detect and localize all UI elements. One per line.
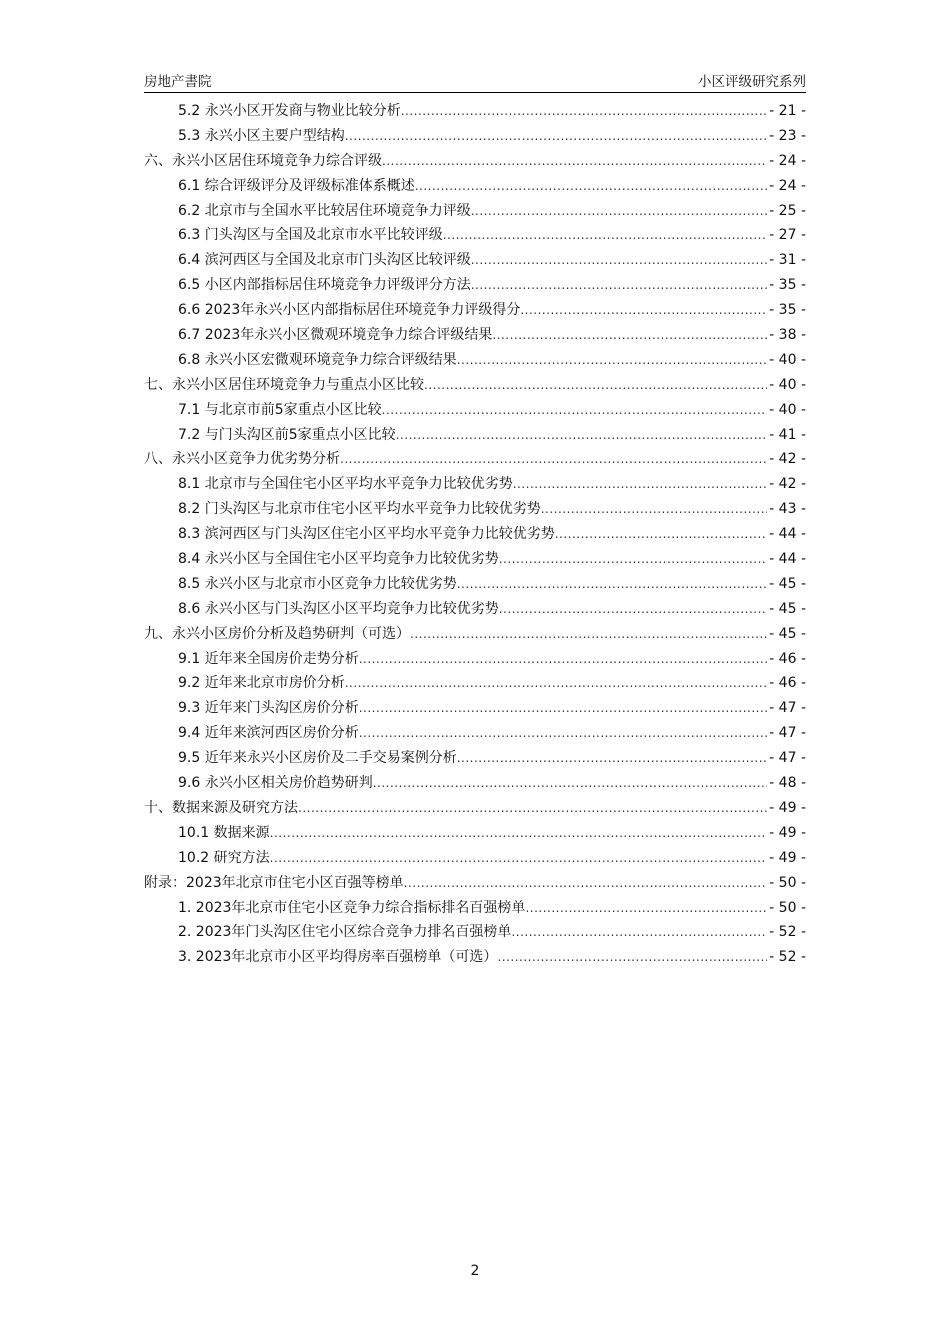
toc-leader-dots xyxy=(345,676,767,690)
toc-entry-title: 9.6 永兴小区相关房价趋势研判 xyxy=(178,775,373,792)
toc-entry-page: - 46 - xyxy=(769,675,806,692)
toc-entry-page: - 40 - xyxy=(769,351,806,368)
toc-section-entry[interactable] xyxy=(144,946,806,971)
toc-entry-title: 9.4 近年来滨河西区房价分析 xyxy=(178,725,359,742)
page-header xyxy=(144,68,806,93)
toc-entry-page: - 48 - xyxy=(769,775,806,792)
toc-section-entry[interactable] xyxy=(144,249,806,274)
toc-entry-title: 七、永兴小区居住环境竞争力与重点小区比较 xyxy=(144,376,424,393)
toc-section-entry[interactable] xyxy=(144,498,806,523)
toc-entry-page: - 45 - xyxy=(769,600,806,617)
toc-leader-dots xyxy=(471,253,767,267)
toc-leader-dots xyxy=(359,652,767,666)
toc-entry-page: - 31 - xyxy=(769,252,806,269)
toc-entry-page: - 35 - xyxy=(769,277,806,294)
toc-entry-page: - 50 - xyxy=(769,874,806,891)
toc-entry-page: - 42 - xyxy=(769,451,806,468)
toc-leader-dots xyxy=(520,303,767,317)
toc-chapter-entry[interactable] xyxy=(144,797,806,822)
header-publisher: 房地产書院 xyxy=(144,74,212,90)
toc-chapter-entry[interactable] xyxy=(144,623,806,648)
toc-entry-title: 6.8 永兴小区宏微观环境竞争力综合评级结果 xyxy=(178,351,457,368)
toc-leader-dots xyxy=(404,876,768,890)
toc-chapter-entry[interactable] xyxy=(144,872,806,897)
toc-entry-title: 9.1 近年来全国房价走势分析 xyxy=(178,650,359,667)
toc-leader-dots xyxy=(424,378,767,392)
toc-entry-title: 7.1 与北京市前5家重点小区比较 xyxy=(178,401,382,418)
toc-section-entry[interactable] xyxy=(144,697,806,722)
toc-entry-title: 8.5 永兴小区与北京市小区竞争力比较优劣势 xyxy=(178,575,457,592)
toc-leader-dots xyxy=(497,950,767,964)
toc-section-entry[interactable] xyxy=(144,772,806,797)
toc-section-entry[interactable] xyxy=(144,349,806,374)
toc-entry-title: 7.2 与门头沟区前5家重点小区比较 xyxy=(178,426,396,443)
toc-entry-page: - 21 - xyxy=(769,103,806,119)
toc-entry-page: - 50 - xyxy=(769,899,806,916)
toc-leader-dots xyxy=(443,228,767,242)
toc-entry-page: - 44 - xyxy=(769,551,806,568)
toc-section-entry[interactable] xyxy=(144,598,806,623)
toc-entry-page: - 45 - xyxy=(769,575,806,592)
toc-entry-page: - 49 - xyxy=(769,849,806,866)
toc-section-entry[interactable] xyxy=(144,200,806,225)
toc-entry-page: - 38 - xyxy=(769,327,806,344)
toc-entry-title: 八、永兴小区竞争力优劣势分析 xyxy=(144,451,340,468)
toc-entry-page: - 46 - xyxy=(769,650,806,667)
toc-leader-dots xyxy=(457,353,767,367)
toc-section-entry[interactable] xyxy=(144,722,806,747)
toc-entry-page: - 43 - xyxy=(769,501,806,518)
toc-section-entry[interactable] xyxy=(144,921,806,946)
toc-entry-title: 8.3 滨河西区与门头沟区住宅小区平均水平竞争力比较优劣势 xyxy=(178,526,555,543)
toc-entry-page: - 49 - xyxy=(769,799,806,816)
toc-leader-dots xyxy=(270,826,768,840)
toc-section-entry[interactable] xyxy=(144,125,806,150)
toc-section-entry[interactable] xyxy=(144,424,806,449)
table-of-contents xyxy=(144,100,806,971)
toc-chapter-entry[interactable] xyxy=(144,448,806,473)
toc-entry-page: - 47 - xyxy=(769,750,806,767)
toc-leader-dots xyxy=(513,477,767,491)
toc-entry-title: 9.2 近年来北京市房价分析 xyxy=(178,675,345,692)
toc-leader-dots xyxy=(359,726,767,740)
toc-section-entry[interactable] xyxy=(144,822,806,847)
toc-entry-page: - 24 - xyxy=(769,177,806,194)
toc-entry-title: 6.5 小区内部指标居住环境竞争力评级评分方法 xyxy=(178,277,471,294)
toc-section-entry[interactable] xyxy=(144,548,806,573)
toc-entry-title: 2. 2023年门头沟区住宅小区综合竞争力排名百强榜单 xyxy=(178,924,512,941)
toc-entry-page: - 52 - xyxy=(769,924,806,941)
toc-leader-dots xyxy=(410,627,767,641)
toc-entry-title: 8.1 北京市与全国住宅小区平均水平竞争力比较优劣势 xyxy=(178,476,513,493)
toc-entry-title: 9.5 近年来永兴小区房价及二手交易案例分析 xyxy=(178,750,457,767)
toc-leader-dots xyxy=(401,104,767,118)
toc-entry-title: 9.3 近年来门头沟区房价分析 xyxy=(178,700,359,717)
toc-entry-title: 10.2 研究方法 xyxy=(178,849,270,866)
toc-entry-page: - 35 - xyxy=(769,302,806,319)
toc-leader-dots xyxy=(373,776,767,790)
toc-leader-dots xyxy=(555,527,767,541)
page-number: 2 xyxy=(470,1263,480,1279)
toc-entry-title: 6.7 2023年永兴小区微观环境竞争力综合评级结果 xyxy=(178,327,493,344)
toc-section-entry[interactable] xyxy=(144,523,806,548)
toc-entry-page: - 44 - xyxy=(769,526,806,543)
toc-entry-title: 六、永兴小区居住环境竞争力综合评级 xyxy=(144,152,382,169)
toc-leader-dots xyxy=(382,403,768,417)
toc-entry-title: 6.3 门头沟区与全国及北京市水平比较评级 xyxy=(178,227,443,244)
toc-leader-dots xyxy=(492,328,767,342)
toc-section-entry[interactable] xyxy=(144,100,806,125)
toc-leader-dots xyxy=(396,428,768,442)
toc-entry-title: 8.4 永兴小区与全国住宅小区平均竞争力比较优劣势 xyxy=(178,551,499,568)
toc-leader-dots xyxy=(457,577,767,591)
toc-leader-dots xyxy=(382,154,767,168)
toc-entry-page: - 40 - xyxy=(769,376,806,393)
toc-entry-title: 3. 2023年北京市小区平均得房率百强榜单（可选） xyxy=(178,949,498,966)
toc-entry-page: - 47 - xyxy=(769,725,806,742)
toc-chapter-entry[interactable] xyxy=(144,374,806,399)
toc-entry-title: 5.3 永兴小区主要户型结构 xyxy=(178,127,345,144)
toc-chapter-entry[interactable] xyxy=(144,150,806,175)
toc-entry-page: - 47 - xyxy=(769,700,806,717)
toc-entry-page: - 52 - xyxy=(769,949,806,966)
toc-section-entry[interactable] xyxy=(144,473,806,498)
toc-leader-dots xyxy=(471,204,767,218)
toc-entry-page: - 49 - xyxy=(769,824,806,841)
toc-entry-title: 5.2 永兴小区开发商与物业比较分析 xyxy=(178,103,401,119)
toc-section-entry[interactable] xyxy=(144,648,806,673)
toc-entry-title: 十、数据来源及研究方法 xyxy=(144,799,298,816)
toc-section-entry[interactable] xyxy=(144,573,806,598)
toc-entry-page: - 40 - xyxy=(769,401,806,418)
toc-leader-dots xyxy=(525,901,767,915)
toc-entry-title: 附录：2023年北京市住宅小区百强等榜单 xyxy=(144,874,404,891)
toc-entry-page: - 41 - xyxy=(769,426,806,443)
toc-entry-page: - 24 - xyxy=(769,152,806,169)
toc-leader-dots xyxy=(511,925,767,939)
toc-leader-dots xyxy=(359,701,767,715)
toc-leader-dots xyxy=(415,179,767,193)
toc-entry-page: - 45 - xyxy=(769,625,806,642)
toc-section-entry[interactable] xyxy=(144,672,806,697)
toc-entry-title: 1. 2023年北京市住宅小区竞争力综合指标排名百强榜单 xyxy=(178,899,526,916)
toc-entry-title: 8.2 门头沟区与北京市住宅小区平均水平竞争力比较优劣势 xyxy=(178,501,541,518)
toc-leader-dots xyxy=(298,801,767,815)
toc-leader-dots xyxy=(345,129,767,143)
toc-section-entry[interactable] xyxy=(144,274,806,299)
toc-leader-dots xyxy=(499,602,767,616)
toc-entry-title: 10.1 数据来源 xyxy=(178,824,270,841)
toc-section-entry[interactable] xyxy=(144,224,806,249)
toc-leader-dots xyxy=(457,751,767,765)
toc-leader-dots xyxy=(340,452,767,466)
toc-entry-title: 6.4 滨河西区与全国及北京市门头沟区比较评级 xyxy=(178,252,471,269)
toc-section-entry[interactable] xyxy=(144,897,806,922)
toc-leader-dots xyxy=(499,552,767,566)
toc-entry-title: 6.1 综合评级评分及评级标准体系概述 xyxy=(178,177,415,194)
toc-section-entry[interactable] xyxy=(144,747,806,772)
toc-section-entry[interactable] xyxy=(144,299,806,324)
toc-entry-page: - 23 - xyxy=(769,127,806,144)
header-series: 小区评级研究系列 xyxy=(698,74,806,90)
toc-entry-page: - 27 - xyxy=(769,227,806,244)
toc-section-entry[interactable] xyxy=(144,399,806,424)
toc-entry-page: - 42 - xyxy=(769,476,806,493)
toc-entry-title: 6.6 2023年永兴小区内部指标居住环境竞争力评级得分 xyxy=(178,302,521,319)
toc-leader-dots xyxy=(270,851,768,865)
toc-leader-dots xyxy=(471,278,767,292)
toc-section-entry[interactable] xyxy=(144,175,806,200)
toc-leader-dots xyxy=(541,502,767,516)
toc-entry-title: 6.2 北京市与全国水平比较居住环境竞争力评级 xyxy=(178,202,471,219)
toc-section-entry[interactable] xyxy=(144,847,806,872)
toc-entry-title: 九、永兴小区房价分析及趋势研判（可选） xyxy=(144,625,410,642)
toc-section-entry[interactable] xyxy=(144,324,806,349)
toc-entry-page: - 25 - xyxy=(769,202,806,219)
toc-entry-title: 8.6 永兴小区与门头沟区小区平均竞争力比较优劣势 xyxy=(178,600,499,617)
